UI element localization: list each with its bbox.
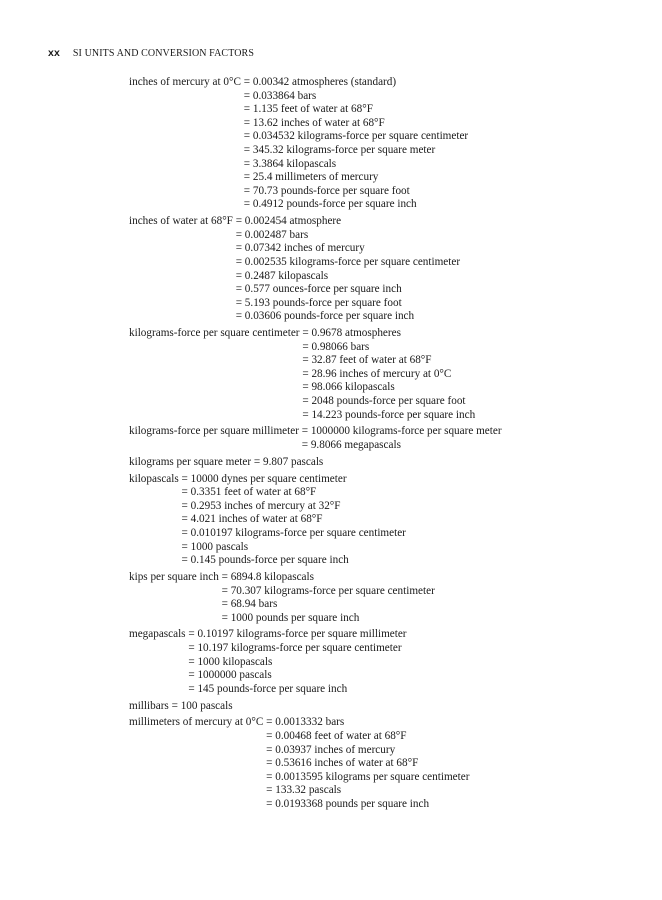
conversion-line: = 0.034532 kilograms-force per square centimeter bbox=[243, 130, 469, 143]
conversion-entry bbox=[129, 571, 649, 625]
conversion-value: 0.9678 atmospheres bbox=[311, 327, 401, 340]
conversion-first-line: kilopascals = 10000 dynes per square centimeter bbox=[129, 472, 347, 485]
conversion-value: 68.94 bars bbox=[230, 598, 278, 611]
conversion-line: = 68.94 bars bbox=[221, 598, 278, 611]
conversion-first-line: millibars = 100 pascals bbox=[129, 699, 233, 712]
conversion-line: = 0.033864 bars bbox=[243, 89, 317, 102]
conversion-value: 0.10197 kilograms-force per square millimeter bbox=[197, 628, 407, 641]
conversion-value: 98.066 kilopascals bbox=[311, 381, 395, 394]
conversion-value: 70.307 kilograms-force per square centimeter bbox=[230, 584, 435, 597]
conversion-value: 0.2953 inches of mercury at 32°F bbox=[190, 499, 341, 512]
conversion-line: = 1000000 pascals bbox=[188, 669, 272, 682]
conversion-list bbox=[129, 76, 649, 815]
conversion-value: 0.03606 pounds-force per square inch bbox=[244, 310, 415, 323]
unit-label: inches of mercury at 0°C bbox=[129, 76, 241, 88]
conversion-line: = 4.021 inches of water at 68°F bbox=[181, 513, 323, 526]
conversion-value: 0.98066 bars bbox=[311, 340, 370, 353]
conversion-line: = 1.135 feet of water at 68°F bbox=[243, 103, 373, 116]
conversion-value: 25.4 millimeters of mercury bbox=[252, 171, 379, 184]
conversion-line: = 0.2953 inches of mercury at 32°F bbox=[181, 499, 341, 512]
conversion-line: = 0.577 ounces-force per square inch bbox=[235, 283, 402, 296]
conversion-line: = 25.4 millimeters of mercury bbox=[243, 171, 379, 184]
conversion-value: 0.0193368 pounds per square inch bbox=[275, 797, 430, 810]
conversion-entry bbox=[129, 700, 649, 714]
conversion-first-line: millimeters of mercury at 0°C = 0.0013332 bars bbox=[129, 716, 345, 729]
conversion-line: = 0.002535 kilograms-force per square centimeter bbox=[235, 255, 461, 268]
conversion-line: = 0.53616 inches of water at 68°F bbox=[266, 757, 419, 770]
conversion-value: 0.002454 atmosphere bbox=[244, 215, 342, 228]
conversion-value: 70.73 pounds-force per square foot bbox=[252, 184, 410, 197]
conversion-first-line: inches of water at 68°F = 0.002454 atmosphere bbox=[129, 215, 342, 228]
conversion-value: 0.3351 feet of water at 68°F bbox=[190, 486, 317, 499]
conversion-value: 145 pounds-force per square inch bbox=[197, 682, 348, 695]
conversion-line: = 0.002487 bars bbox=[235, 228, 309, 241]
unit-label: kips per square inch bbox=[129, 570, 219, 583]
conversion-value: 2048 pounds-force per square foot bbox=[311, 395, 466, 408]
unit-label: megapascals bbox=[129, 628, 186, 641]
conversion-value: 0.145 pounds-force per square inch bbox=[190, 554, 349, 567]
conversion-first-line: megapascals = 0.10197 kilograms-force per square millimeter bbox=[129, 628, 407, 641]
conversion-value: 0.002487 bars bbox=[244, 228, 309, 241]
conversion-line: = 0.145 pounds-force per square inch bbox=[181, 554, 349, 567]
conversion-value: 0.4912 pounds-force per square inch bbox=[252, 198, 417, 211]
conversion-value: 9.807 pascals bbox=[263, 455, 324, 468]
conversion-line: = 1000 kilopascals bbox=[188, 655, 273, 668]
conversion-line: = 0.03937 inches of mercury bbox=[266, 743, 396, 756]
conversion-first-line: kilograms-force per square millimeter = 1000000 kilograms-force per square meter bbox=[129, 425, 502, 438]
page-number: xx bbox=[48, 47, 60, 59]
conversion-value: 1.135 feet of water at 68°F bbox=[252, 103, 373, 116]
unit-label: millibars bbox=[129, 699, 169, 712]
conversion-line: = 98.066 kilopascals bbox=[302, 381, 395, 394]
conversion-value: 10000 dynes per square centimeter bbox=[190, 472, 347, 485]
running-header bbox=[48, 47, 254, 59]
conversion-value: 3.3864 kilopascals bbox=[252, 157, 337, 170]
conversion-value: 6894.8 kilopascals bbox=[230, 570, 314, 583]
conversion-entry bbox=[129, 215, 649, 324]
conversion-line: = 70.73 pounds-force per square foot bbox=[243, 184, 410, 197]
conversion-entry bbox=[129, 716, 649, 811]
conversion-line: = 0.98066 bars bbox=[302, 340, 370, 353]
conversion-value: 32.87 feet of water at 68°F bbox=[311, 354, 432, 367]
conversion-line: = 2048 pounds-force per square foot bbox=[302, 395, 466, 408]
conversion-value: 0.0013332 bars bbox=[275, 716, 345, 729]
unit-label: millimeters of mercury at 0°C bbox=[129, 716, 264, 729]
conversion-value: 0.010197 kilograms-force per square centimeter bbox=[190, 526, 406, 539]
conversion-value: 4.021 inches of water at 68°F bbox=[190, 513, 323, 526]
conversion-value: 10.197 kilograms-force per square centimeter bbox=[197, 642, 402, 655]
conversion-line: = 0.3351 feet of water at 68°F bbox=[181, 486, 317, 499]
conversion-first-line: kilograms per square meter = 9.807 pascals bbox=[129, 455, 324, 468]
conversion-value: 1000000 pascals bbox=[197, 669, 272, 682]
conversion-entry bbox=[129, 456, 649, 470]
conversion-value: 1000 pascals bbox=[190, 540, 249, 553]
conversion-first-line: kips per square inch = 6894.8 kilopascals bbox=[129, 570, 314, 583]
conversion-value: 28.96 inches of mercury at 0°C bbox=[311, 367, 452, 380]
unit-label: kilograms per square meter bbox=[129, 455, 252, 468]
conversion-entry bbox=[129, 473, 649, 568]
conversion-value: 0.0013595 kilograms per square centimeter bbox=[275, 770, 470, 783]
conversion-line: = 0.2487 kilopascals bbox=[235, 269, 329, 282]
conversion-value: 9.8066 megapascals bbox=[310, 439, 401, 451]
conversion-value: 0.53616 inches of water at 68°F bbox=[275, 757, 419, 770]
conversion-value: 0.002535 kilograms-force per square centimeter bbox=[244, 255, 461, 268]
conversion-line: = 1000 pascals bbox=[181, 540, 249, 553]
conversion-line: = 5.193 pounds-force per square foot bbox=[235, 296, 402, 309]
conversion-value: 14.223 pounds-force per square inch bbox=[311, 408, 476, 421]
conversion-value: 13.62 inches of water at 68°F bbox=[252, 116, 385, 129]
conversion-first-line: kilograms-force per square centimeter = 0.9678 atmospheres bbox=[129, 327, 401, 340]
conversion-value: 5.193 pounds-force per square foot bbox=[244, 296, 402, 309]
conversion-line: = 1000 pounds per square inch bbox=[221, 611, 360, 624]
unit-label: kilograms-force per square millimeter bbox=[129, 425, 299, 438]
conversion-line: = 70.307 kilograms-force per square centimeter bbox=[221, 584, 435, 597]
conversion-value: 0.00342 atmospheres (standard) bbox=[252, 76, 397, 88]
conversion-value: 0.00468 feet of water at 68°F bbox=[275, 730, 407, 742]
conversion-value: 0.2487 kilopascals bbox=[244, 269, 329, 282]
conversion-value: 100 pascals bbox=[180, 699, 233, 712]
conversion-value: 0.577 ounces-force per square inch bbox=[244, 283, 402, 296]
conversion-line: = 3.3864 kilopascals bbox=[243, 157, 337, 170]
conversion-value: 1000000 kilograms-force per square meter bbox=[310, 425, 502, 438]
conversion-value: 0.034532 kilograms-force per square centimeter bbox=[252, 130, 469, 143]
conversion-first-line: inches of mercury at 0°C = 0.00342 atmospheres (standard) bbox=[129, 76, 397, 88]
conversion-value: 0.07342 inches of mercury bbox=[244, 242, 365, 255]
conversion-value: 133.32 pascals bbox=[275, 784, 342, 797]
conversion-value: 0.033864 bars bbox=[252, 89, 317, 102]
conversion-line: = 28.96 inches of mercury at 0°C bbox=[302, 367, 452, 380]
conversion-line: = 345.32 kilograms-force per square meter bbox=[243, 143, 436, 156]
conversion-value: 1000 pounds per square inch bbox=[230, 611, 360, 624]
conversion-entry bbox=[129, 327, 649, 422]
conversion-value: 0.03937 inches of mercury bbox=[275, 743, 396, 756]
conversion-line: = 13.62 inches of water at 68°F bbox=[243, 116, 385, 129]
conversion-line: = 0.010197 kilograms-force per square centimeter bbox=[181, 526, 406, 539]
conversion-line: = 0.4912 pounds-force per square inch bbox=[243, 198, 417, 211]
unit-label: kilograms-force per square centimeter bbox=[129, 327, 300, 340]
conversion-line: = 0.0013595 kilograms per square centimeter bbox=[266, 770, 470, 783]
conversion-line: = 32.87 feet of water at 68°F bbox=[302, 354, 432, 367]
conversion-line: = 0.03606 pounds-force per square inch bbox=[235, 310, 415, 323]
conversion-line: = 9.8066 megapascals bbox=[301, 439, 401, 451]
conversion-entry bbox=[129, 76, 649, 212]
conversion-line: = 14.223 pounds-force per square inch bbox=[302, 408, 476, 421]
conversion-line: = 133.32 pascals bbox=[266, 784, 342, 797]
conversion-line: = 145 pounds-force per square inch bbox=[188, 682, 348, 695]
conversion-line: = 0.0193368 pounds per square inch bbox=[266, 797, 430, 810]
conversion-value: 1000 kilopascals bbox=[197, 655, 273, 668]
conversion-line: = 0.07342 inches of mercury bbox=[235, 242, 365, 255]
running-title: SI UNITS AND CONVERSION FACTORS bbox=[72, 48, 254, 59]
unit-label: kilopascals bbox=[129, 472, 179, 485]
conversion-line: = 0.00468 feet of water at 68°F bbox=[266, 730, 407, 742]
unit-label: inches of water at 68°F bbox=[129, 215, 233, 228]
conversion-line: = 10.197 kilograms-force per square centimeter bbox=[188, 642, 402, 655]
conversion-entry bbox=[129, 628, 649, 696]
conversion-entry bbox=[129, 425, 649, 452]
conversion-value: 345.32 kilograms-force per square meter bbox=[252, 143, 436, 156]
